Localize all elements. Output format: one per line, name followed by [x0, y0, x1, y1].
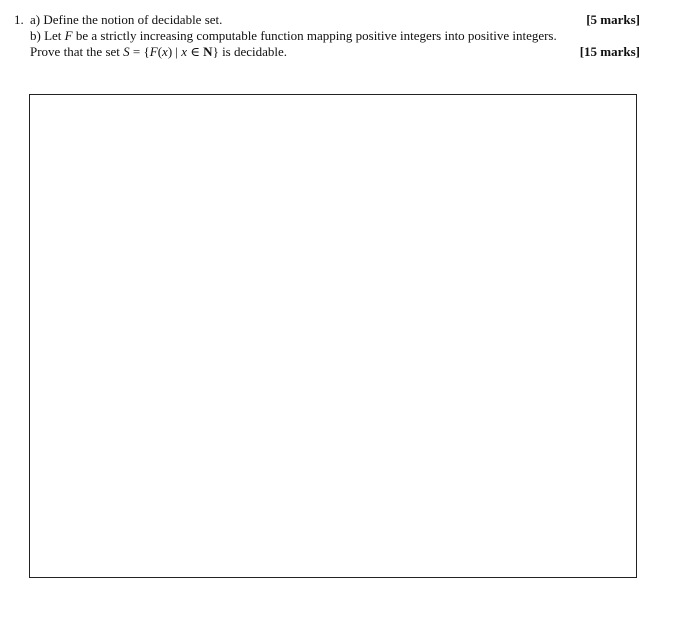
naturals-symbol: N	[203, 44, 213, 59]
close-brace: }	[212, 44, 219, 59]
part-b-line2-suffix: is decidable.	[218, 44, 288, 59]
such-that-bar: |	[172, 44, 182, 59]
question-number: 1.	[14, 12, 24, 27]
part-b-marks: [15 marks]	[579, 44, 640, 59]
arg-x: x	[162, 44, 168, 59]
part-b-line1-suffix: be a strictly increasing computable function mapping positive integers into positive integers.	[72, 28, 557, 43]
arg-open: (	[157, 44, 163, 59]
part-a-row	[14, 12, 644, 28]
part-b-line2-prefix: Prove that the set	[30, 44, 124, 59]
part-a-text: a) Define the notion of decidable set.	[30, 12, 223, 27]
part-b-line1-prefix: b) Let	[30, 28, 65, 43]
equals-brace: = {	[129, 44, 150, 59]
member-x: x	[181, 44, 188, 59]
part-b-row-1	[14, 28, 644, 44]
element-of: ∈	[187, 44, 204, 59]
part-b-line-2	[30, 44, 287, 60]
question-1	[14, 12, 644, 60]
set-s: S	[123, 44, 130, 59]
func-f: F	[149, 44, 158, 59]
arg-close: )	[167, 44, 173, 59]
part-b-row-2	[14, 44, 644, 60]
var-f: F	[64, 28, 73, 43]
part-a-marks: [5 marks]	[586, 12, 640, 27]
part-b-line-1	[30, 28, 557, 44]
answer-box[interactable]	[29, 94, 637, 578]
